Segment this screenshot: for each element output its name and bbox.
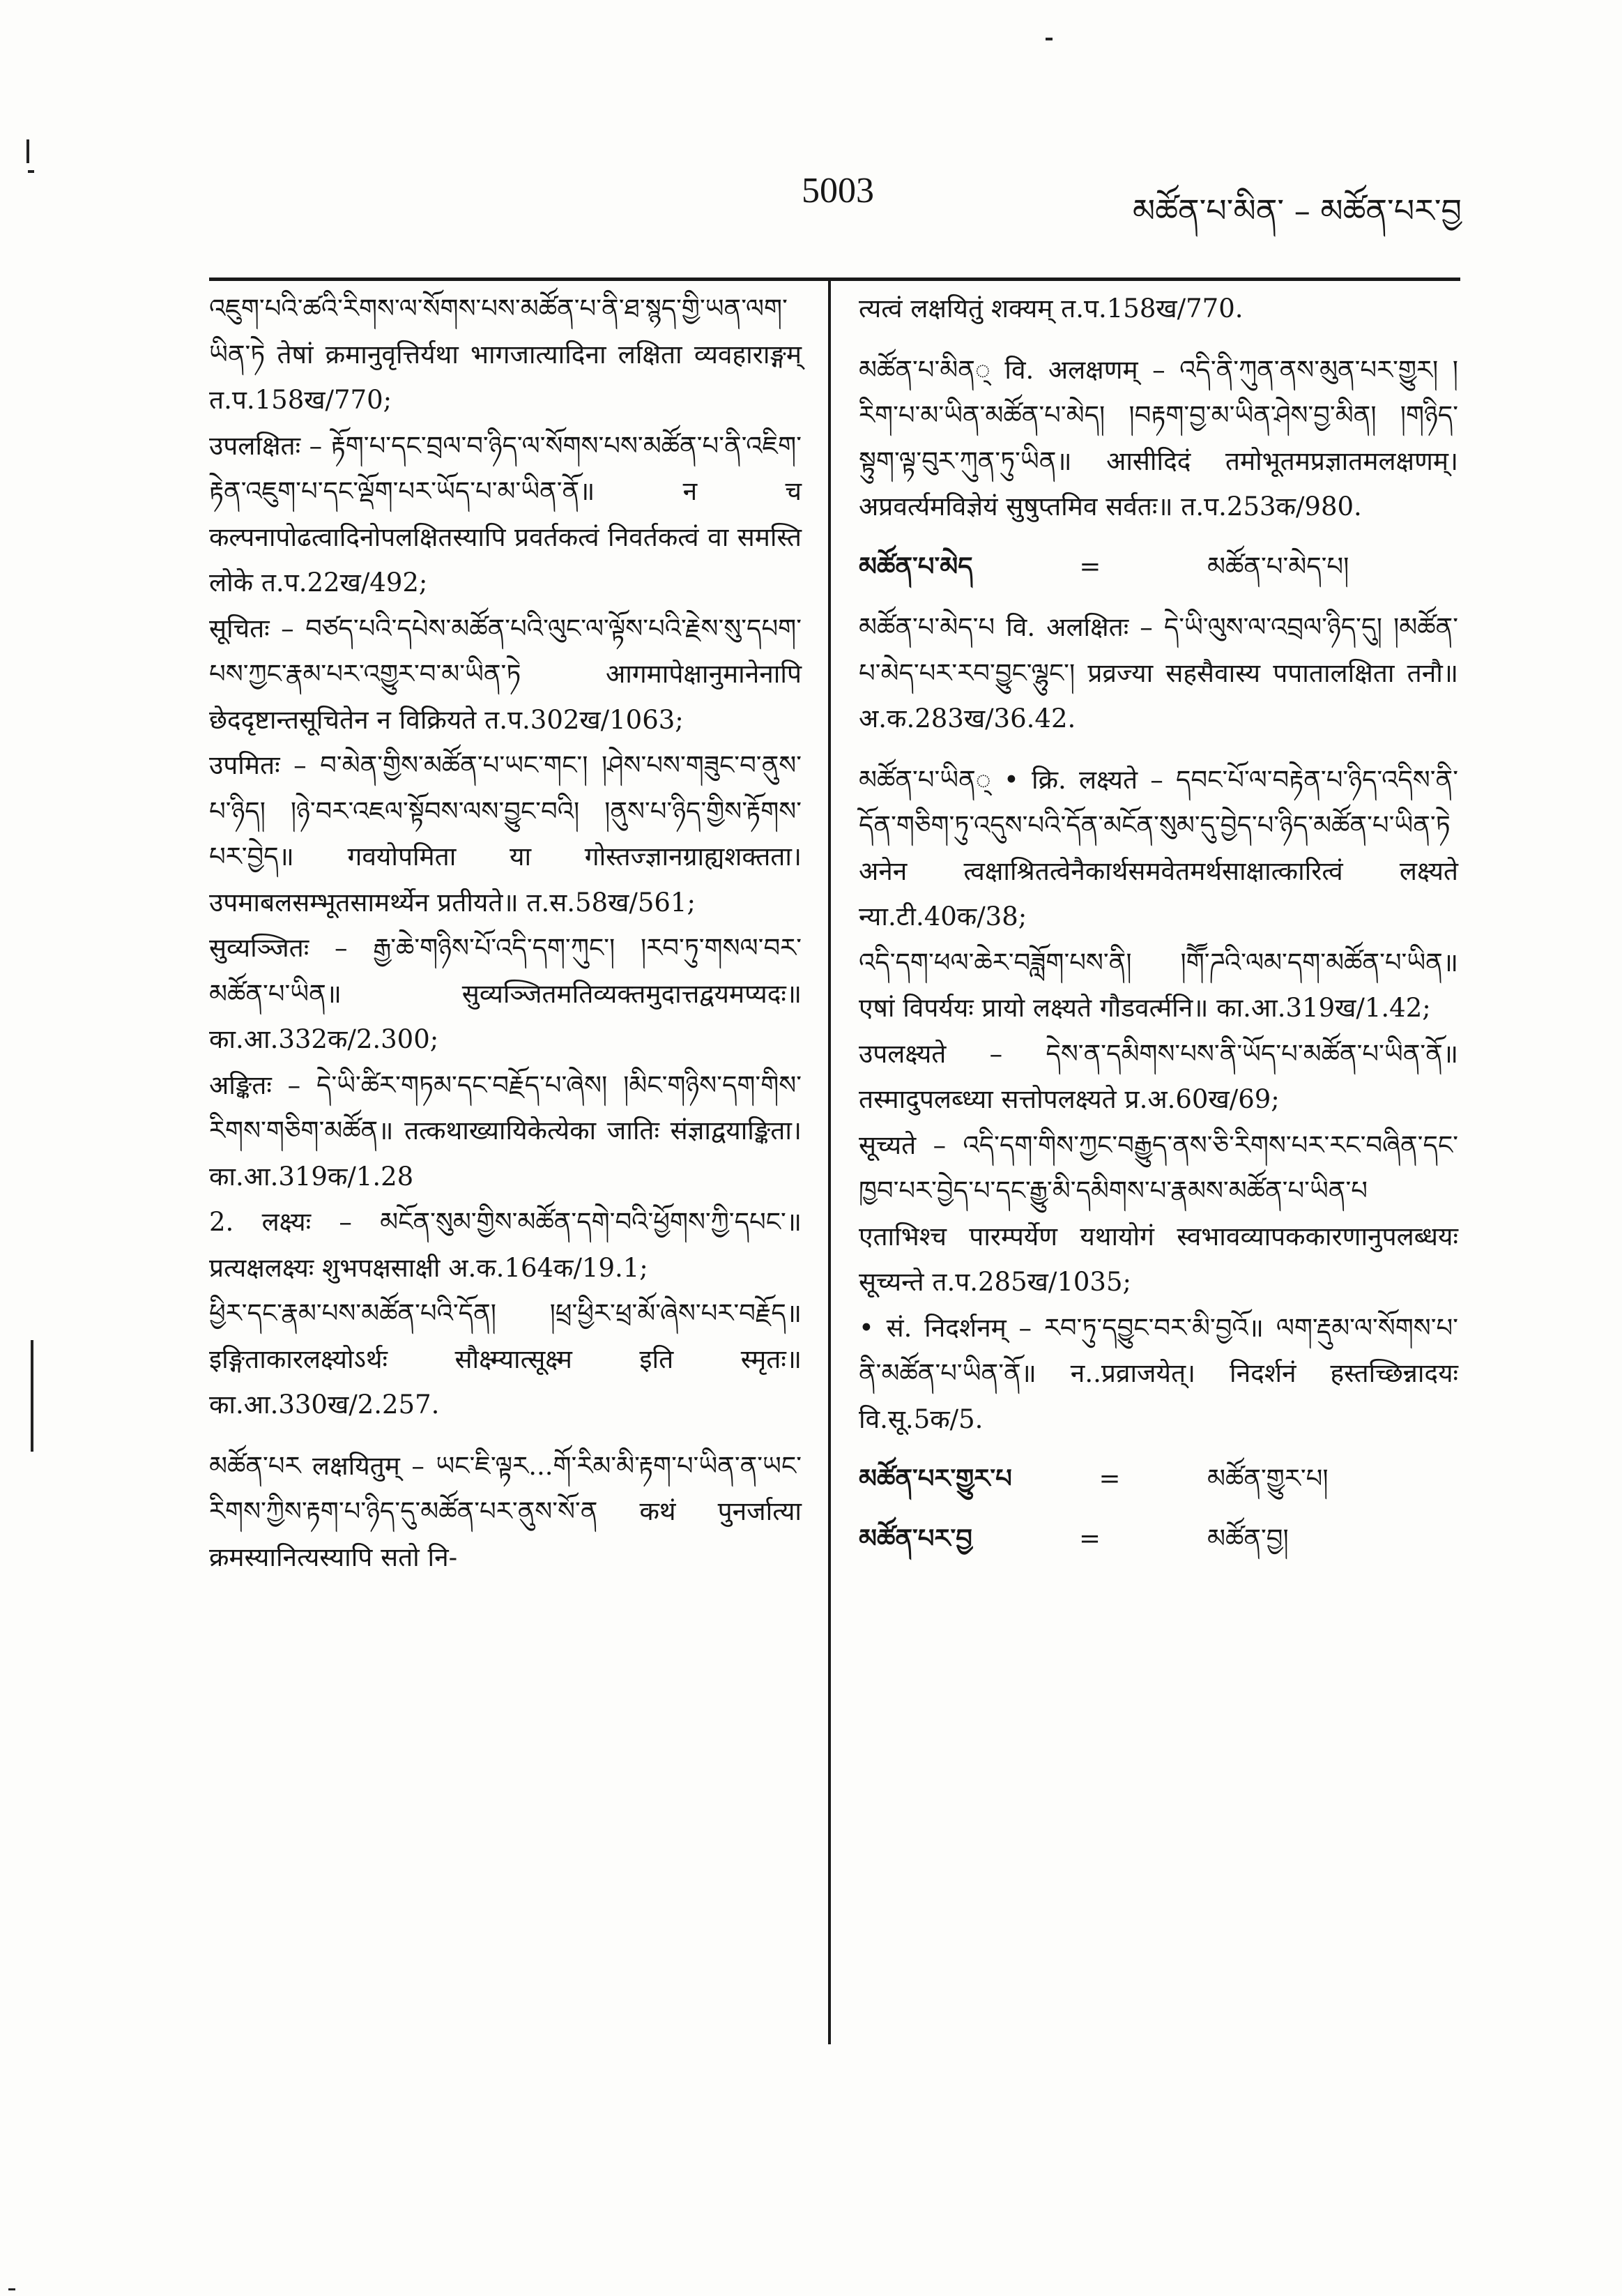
scan-speck [28,170,34,173]
running-head: མཚོན་པ་མིན་ – མཚོན་པར་བྱ [1132,192,1462,229]
xref-equals: = [1079,1523,1101,1553]
xref-term: མཚོན་པར་གྱུར་པ [859,1463,1012,1493]
left-entry-lakshayitum: མཚོན་པར लक्षयितुम् – ཡང་ཇི་ལྟར...གོ་རིམ་མི་རྟག་པ་ཡིན་ན་ཡང་རིགས་ཀྱིས་རྟག་པ་ཉིད་དུ་མཚོན་པར་ནུས་སོ་ན कथं पुनर्जात्या क्रमस्यानित्यस्यापि सतो नि- [209,1450,802,1572]
xref-target: མཚོན་པ་མེད་པ། [1207,551,1349,581]
page-header [0,159,1622,236]
left-column [209,286,802,1580]
left-para-3: सूचितः – བཙད་པའི་དཔེས་མཚོན་པའི་ལུང་ལ་ལྟོས་པའི་རྗེས་སུ་དཔག་པས་ཀྱང་རྣམ་པར་འགྱུར་བ་མ་ཡིན་ཏེ आगमापेक्षानुमानेनापि छेददृष्टान्तसूचितेन न विक्रियते त.प.302ख/1063; [209,613,802,735]
right-para-1: त्यत्वं लक्षयितुं शक्यम् त.प.158ख/770. [859,294,1244,324]
xref-equals: = [1079,551,1101,581]
left-para-4: उपमितः – བ་མེན་གྱིས་མཚོན་པ་ཡང་གང་། །ཤེས་པས་གཟུང་བ་ནུས་པ་ཉིད། །ཉེ་བར་འཇལ་སྟོབས་ལས་བྱུང་བའི། །ནུས་པ་ཉིད་གྱིས་རྟོགས་པར་བྱེད॥ गवयोपमिता या गोस्तज्ज्ञानग्राह्यशक्तता। उपमाबलसम्भूतसामर्थ्येन प्रतीयते॥ त.स.58ख/561; [209,750,802,918]
scan-speck [8,2288,15,2290]
right-column [859,286,1458,1561]
right-entry-alakshitah: མཚོན་པ་མེད་པ वि. अलक्षितः – དེ་ཡི་ལུས་ལ་འབྲལ་ཉིད་དུ། །མཚོན་པ་མེད་པར་རབ་བྱུང་ལྷུང་། प्रव्रज्या सहसैवास्य पपातालक्षिता तनौ॥ अ.क.283ख/36.42. [859,612,1458,733]
left-para-5: सुव्यञ्जितः – རྒྱ་ཆེ་གཉིས་པོ་འདི་དག་ཀུང་། །རབ་ཏུ་གསལ་བར་མཚོན་པ་ཡིན॥ सुव्यञ्जितमतिव्यक्तमुदात्तद्वयमप्यदः॥ का.आ.332क/2.300; [209,933,802,1054]
right-para-7: सूच्यते – འདི་དག་གིས་ཀྱང་བརྒྱུད་ནས་ཅི་རིགས་པར་རང་བཞིན་དང་ཁྱབ་པར་བྱེད་པ་དང་རྒྱུ་མི་དམིགས་པ་རྣམས་མཚོན་པ་ཡིན་པ एताभिश्च पारम्पर्येण यथायोगं स्वभावव्यापककारणानुपलब्धयः सूच्यन्ते त.प.285ख/1035; [859,1130,1458,1297]
cross-reference-a [859,544,1458,590]
right-para-8: • सं. निदर्शनम् – རབ་ཏུ་དབྱུང་བར་མི་བྱའོ॥ ལག་རྡུམ་ལ་སོགས་པ་ནི་མཚོན་པ་ཡིན་ནོ॥ न..प्रव्राजयेत्। निदर्शनं हस्तच्छिन्नादयः वि.सू.5क/5. [859,1312,1458,1434]
xref-target: མཚོན་བྱ། [1207,1523,1289,1553]
right-para-6: उपलक्ष्यते – དེས་ན་དམིགས་པས་ནི་ཡོད་པ་མཚོན་པ་ཡིན་ནོ॥ तस्मादुपलब्ध्या सत्तोपलक्ष्यते प्र.अ.60ख/69; [859,1038,1458,1114]
right-entry-lakshyate: མཚོན་པ་ཡིན् • क्रि. लक्ष्यते – དབང་པོ་ལ་བརྟེན་པ་ཉིད་འདིས་ནི་དོན་གཅིག་ཏུ་འདུས་པའི་དོན་མངོན་སུམ་དུ་བྱེད་པ་ཉིད་མཚོན་པ་ཡིན་ཏེ अनेन त्वक्षाश्रितत्वेनैकार्थसमवेतमर्थसाक्षात्कारित्वं लक्ष्यते न्या.टी.40क/38; [859,764,1458,932]
left-para-6: अङ्कितः – དེ་ཡི་ཚིར་གཏམ་དང་བརྗོད་པ་ཞེས། །མིང་གཉིས་དག་གིས་རིགས་གཅིག་མཚོན॥ तत्कथाख्यायिकेत्येका जातिः संज्ञाद्वयाङ्किता। का.आ.319क/1.28 [209,1070,802,1192]
left-para-7: 2. लक्ष्यः – མངོན་སུམ་གྱིས་མཚོན་དགེ་བའི་ཕྱོགས་ཀྱི་དཔང་॥ प्रत्यक्षलक्ष्यः शुभपक्षसाक्षी अ.क.164क/19.1; [209,1207,802,1283]
header-rule [209,278,1460,281]
xref-term: མཚོན་པ་མེད [859,550,973,581]
left-para-2: उपलक्षितः – རྟོག་པ་དང་བྲལ་བ་ཉིད་ལ་སོགས་པས་མཚོན་པ་ནི་འཇིག་རྟེན་འཇུག་པ་དང་ལྡོག་པར་ཡོད་པ་མ་ཡིན་ནོ॥ न च कल्पनापोढत्वादिनोपलक्षितस्यापि प्रवर्तकत्वं निवर्तकत्वं वा समस्ति लोके त.प.22ख/492; [209,430,802,598]
xref-term: མཚོན་པར་བྱ [859,1522,973,1553]
scan-speck [31,1340,33,1452]
cross-reference-b [859,1456,1458,1502]
scan-speck [1046,38,1053,40]
xref-target: མཚོན་གྱུར་པ། [1207,1463,1329,1493]
right-entry-alakshanam: མཚོན་པ་མིན् वि. अलक्षणम् – འདི་ནི་ཀུན་ནས་མུན་པར་གྱུར། །རིག་པ་མ་ཡིན་མཚོན་པ་མེད། །བརྟག་བྱ་མ་ཡིན་ཤེས་བྱ་མིན། །གཉིད་སྟུག་ལྟ་བུར་ཀུན་ཏུ་ཡིན॥ आसीदिदं तमोभूतमप्रज्ञातमलक्षणम्। अप्रवर्त्यमविज्ञेयं सुषुप्तमिव सर्वतः॥ त.प.253क/980. [859,354,1458,522]
left-para-1: འཇུག་པའི་ཚའི་རིགས་ལ་སོགས་པས་མཚོན་པ་ནི་ཐ་སྙད་གྱི་ཡན་ལག་ཡིན་ཏེ तेषां क्रमानुवृत्तिर्यथा भागजात्यादिना लक्षिता व्यवहाराङ्गम् त.प.158ख/770; [209,294,802,415]
cross-reference-c [859,1516,1458,1562]
page-number: 5003 [802,171,874,211]
left-para-8: ཕྱིར་དང་རྣམ་པས་མཚོན་པའི་དོན། །ཕྲ་ཕྱིར་ཕྲ་མོ་ཞེས་པར་བརྗོད॥ इङ्गिताकारलक्ष्योऽर्थः सौक्ष्म्यात्सूक्ष्म इति स्मृतः॥ का.आ.330ख/2.257. [209,1298,802,1420]
scan-speck [26,139,29,163]
column-separator [828,280,831,2044]
xref-equals: = [1099,1463,1121,1493]
right-para-5: འདི་དག་ཕལ་ཆེར་བཟློག་པས་ནི། །གཽ་ཌའི་ལམ་དག་མཚོན་པ་ཡིན॥ एषां विपर्ययः प्रायो लक्ष्यते गौडवर्त्मनि॥ का.आ.319ख/1.42; [859,947,1458,1023]
